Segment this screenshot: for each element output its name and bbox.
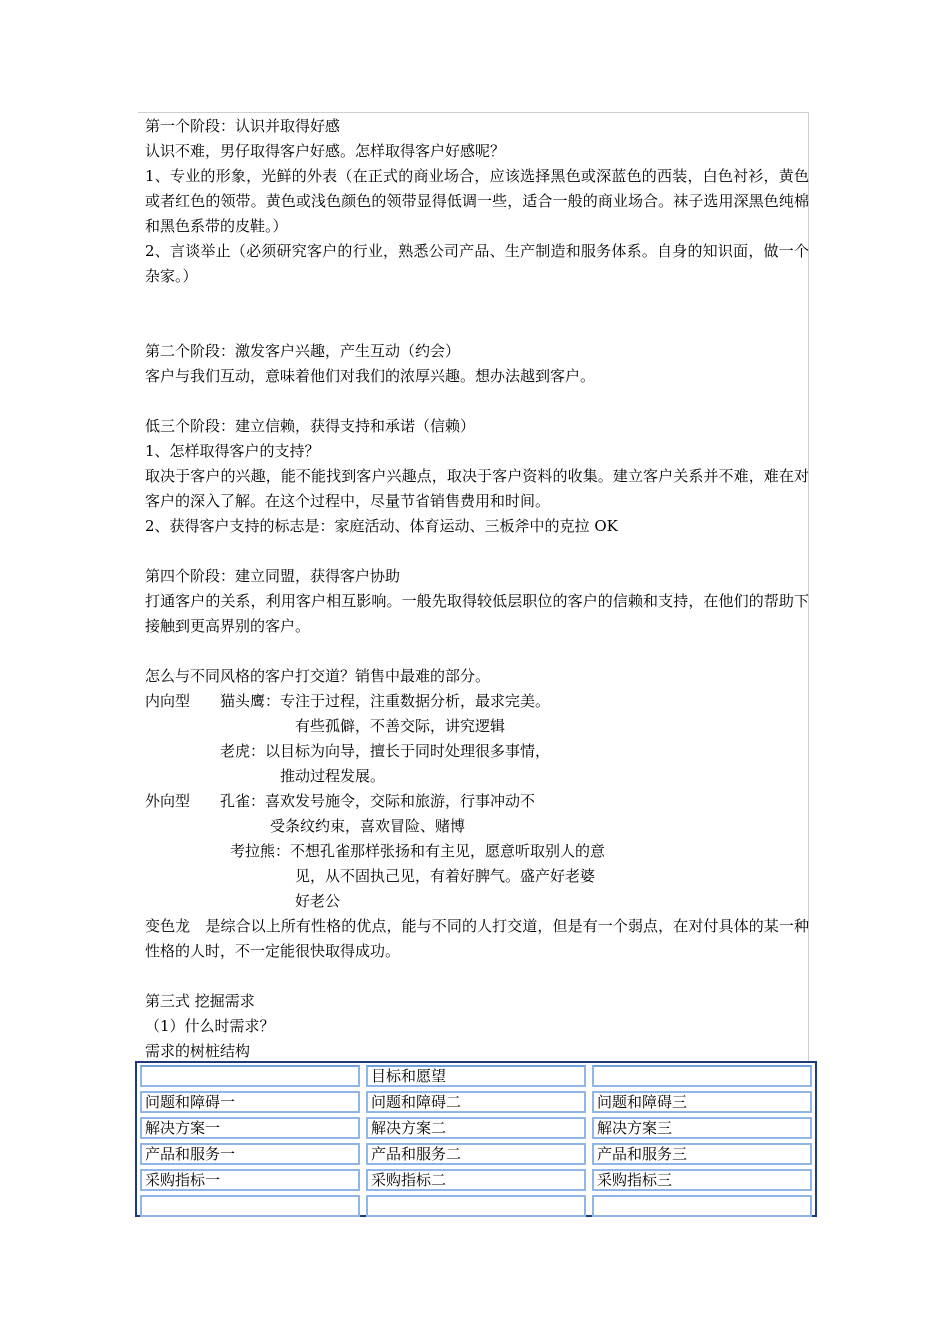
stage1-intro: 认识不难，男仔取得客户好感。怎样取得客户好感呢？ [145,142,506,160]
stage3-q1: 1、怎样取得客户的支持？ [145,442,320,460]
spacer [145,289,809,339]
table-cell: 解决方案三 [592,1117,812,1139]
table-row [137,1089,815,1115]
chameleon-text: 变色龙 是综合以上所有性格的优点，能与不同的人打交道，但是有一个弱点，在对付具体的某一种性格的人时，不一定能很快取得成功。 [145,917,809,960]
tiger-row [145,739,809,764]
owl-cont-text: 有些孤僻，不善交际，讲究逻辑 [295,717,506,735]
tiger-text: 老虎：以目标为向导，擅长于同时处理很多事情， [220,742,551,760]
styles-heading: 怎么与不同风格的客户打交道？销售中最难的部分。 [145,667,491,685]
stage1-point1: 1、专业的形象，光鲜的外表（在正式的商业场合，应该选择黑色或深蓝色的西装，白色衬衫，黄色或者红色的领带。黄色或浅色颜色的领带显得低调一些，适合一般的商业场合。袜子选用深黑色纯棉和黑色系带的皮鞋。） [145,167,809,235]
stage3-text: 取决于客户的兴趣，能不能找到客户兴趣点，取决于客户资料的收集。建立客户关系并不难，难在对客户的深入了解。在这个过程中，尽量节省销售费用和时间。 [145,467,809,510]
table-row [137,1167,815,1193]
spacer [145,639,809,664]
table-cell [366,1195,586,1217]
koala-text: 考拉熊：不想孔雀那样张扬和有主见，愿意听取别人的意 [230,842,606,860]
table-cell: 采购指标三 [592,1169,812,1191]
koala-row [145,839,809,864]
spacer [145,389,809,414]
tree-title: 需求的树桩结构 [145,1042,251,1060]
table-row [137,1193,815,1219]
table-cell: 解决方案二 [366,1117,586,1139]
koala-cont2-text: 好老公 [295,892,341,910]
peacock-cont-text: 受条纹约束，喜欢冒险、赌博 [270,817,466,835]
table-cell: 产品和服务三 [592,1143,812,1165]
table-cell: 产品和服务一 [140,1143,360,1165]
table-cell: 采购指标二 [366,1169,586,1191]
extrovert-label: 外向型 [145,792,191,810]
stage1-heading: 第一个阶段：认识并取得好感 [145,117,341,135]
table-cell [592,1065,812,1087]
table-row [137,1115,815,1141]
table-cell: 产品和服务二 [366,1143,586,1165]
stage2-heading: 第二个阶段：激发客户兴趣，产生互动（约会） [145,342,461,360]
table-cell [592,1195,812,1217]
stage3-point2: 2、获得客户支持的标志是：家庭活动、体育运动、三板斧中的克拉 OK [145,517,618,535]
tiger-cont-row [145,764,809,789]
koala-cont1-text: 见，从不固执己见，有着好脾气。盛产好老婆 [295,867,596,885]
needs-tree-table [135,1061,817,1217]
table-cell: 问题和障碍二 [366,1091,586,1113]
extrovert-peacock-row [145,789,809,814]
introvert-owl-row [145,689,809,714]
tiger-cont-text: 推动过程发展。 [280,767,386,785]
owl-text: 猫头鹰：专注于过程，注重数据分析，最求完美。 [220,692,551,710]
third-q1: （1）什么时需求？ [145,1017,275,1035]
table-cell: 解决方案一 [140,1117,360,1139]
table-cell [140,1195,360,1217]
table-row [137,1063,815,1089]
table-cell: 采购指标一 [140,1169,360,1191]
table-cell: 问题和障碍一 [140,1091,360,1113]
owl-cont-row [145,714,809,739]
table-cell: 问题和障碍三 [592,1091,812,1113]
spacer [145,539,809,564]
spacer [145,964,809,989]
table-row [137,1141,815,1167]
stage2-text: 客户与我们互动，意味着他们对我们的浓厚兴趣。想办法越到客户。 [145,367,596,385]
stage4-text: 打通客户的关系，利用客户相互影响。一般先取得较低层职位的客户的信赖和支持，在他们的帮助下接触到更高界别的客户。 [145,592,809,635]
stage3-heading: 低三个阶段：建立信赖，获得支持和承诺（信赖） [145,417,476,435]
document-body [145,114,809,1064]
koala-cont-row-1 [145,864,809,889]
stage4-heading: 第四个阶段：建立同盟，获得客户协助 [145,567,401,585]
table-cell: 目标和愿望 [366,1065,586,1087]
peacock-cont-row [145,814,809,839]
introvert-label: 内向型 [145,692,191,710]
third-heading: 第三式 挖掘需求 [145,992,255,1010]
table-cell [140,1065,360,1087]
peacock-text: 孔雀：喜欢发号施令，交际和旅游，行事冲动不 [220,792,536,810]
koala-cont-row-2 [145,889,809,914]
stage1-point2: 2、言谈举止（必须研究客户的行业，熟悉公司产品、生产制造和服务体系。自身的知识面，做一个杂家。） [145,242,809,285]
